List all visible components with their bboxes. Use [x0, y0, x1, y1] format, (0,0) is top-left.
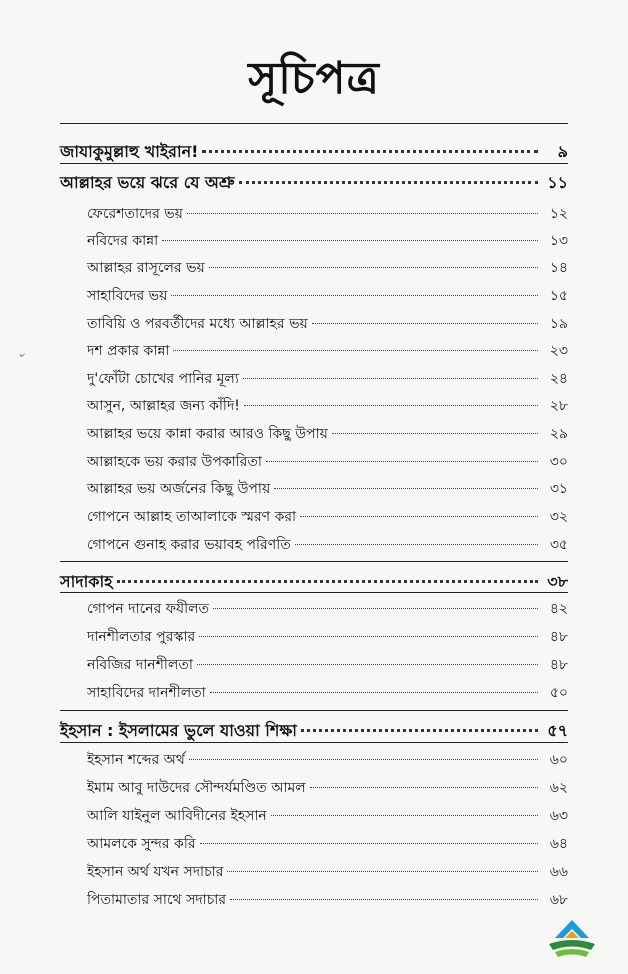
toc-label: আল্লাহকে ভয় করার উপকারিতা [87, 454, 262, 470]
toc-label: তাবিয়ি ও পরবর্তীদের মধ্যে আল্লাহর ভয় [87, 316, 308, 332]
toc-entry[interactable] [87, 284, 568, 308]
section-divider [60, 742, 568, 743]
leader-dots [209, 267, 538, 268]
toc-label: পিতামাতার সাথে সদাচার [87, 892, 227, 908]
section-divider [60, 710, 568, 711]
toc-page: ১২ [549, 206, 568, 222]
toc-entry[interactable] [87, 804, 568, 828]
toc-page: ১৩ [549, 233, 568, 249]
toc-entry[interactable] [87, 860, 568, 884]
toc-label: সাদাকাহ [60, 572, 113, 591]
toc-page: ২৩ [549, 343, 568, 359]
leader-dots [213, 608, 538, 609]
section-divider [60, 561, 568, 562]
toc-page: ৩২ [549, 509, 568, 525]
leader-dots [266, 461, 538, 462]
section-divider [60, 592, 568, 593]
publisher-logo [545, 918, 599, 962]
toc-page: ৬০ [549, 752, 568, 768]
toc-label: জাযাকুমুল্লাহু খাইরান! [60, 142, 199, 161]
leader-dots [332, 433, 538, 434]
leader-dots [202, 150, 538, 153]
leader-dots [171, 295, 538, 296]
leader-dots [239, 181, 538, 184]
toc-label: গোপনে গুনাহ করার ভয়াবহ পরিণতি [87, 537, 291, 553]
toc-page: ৬২ [549, 780, 568, 796]
leader-dots [199, 636, 538, 637]
leader-dots [274, 488, 538, 489]
toc-page: ৪৮ [549, 629, 568, 645]
leader-dots [197, 664, 538, 665]
toc-page: ৩৮ [547, 572, 568, 591]
toc-label: ইহসান অর্থ যখন সদাচার [87, 864, 224, 880]
toc-page: ৬৩ [549, 808, 568, 824]
toc-entry[interactable] [87, 653, 568, 677]
toc-label: গোপন দানের ফযীলত [87, 601, 210, 617]
toc-chapter[interactable] [60, 718, 568, 745]
leader-dots [301, 729, 538, 732]
toc-label: ইহসান শব্দের অর্থ [87, 752, 185, 768]
toc-entry[interactable] [87, 681, 568, 705]
leader-dots [200, 843, 538, 844]
leader-dots [187, 213, 538, 214]
page-title: সূচিপত্র [248, 53, 380, 104]
toc-entry[interactable] [87, 367, 568, 391]
toc-label: দশ প্রকার কান্না [87, 343, 170, 359]
toc-label: আল্লাহর ভয় অর্জনের কিছু উপায় [87, 481, 271, 497]
toc-entry[interactable] [87, 625, 568, 649]
toc-entry[interactable] [87, 748, 568, 772]
leader-dots [210, 692, 538, 693]
leader-dots [312, 323, 538, 324]
toc-entry[interactable] [87, 597, 568, 621]
toc-entry[interactable] [87, 422, 568, 446]
toc-label: সাহাবিদের দানশীলতা [87, 685, 206, 701]
leader-dots [243, 378, 538, 379]
toc-label: ফেরেশতাদের ভয় [87, 206, 183, 222]
section-divider [60, 123, 568, 124]
toc-entry[interactable] [87, 339, 568, 363]
toc-label: ইমাম আবু দাউদের সৌন্দর্যমণ্ডিত আমল [87, 780, 306, 796]
toc-entry[interactable] [87, 776, 568, 800]
toc-entry[interactable] [87, 505, 568, 529]
toc-entry[interactable] [87, 888, 568, 912]
toc-label: আল্লাহর ভয়ে ঝরে যে অশ্রু [60, 173, 235, 192]
toc-page: ১৪ [549, 260, 568, 276]
toc-page: ৩১ [549, 481, 568, 497]
leader-dots [271, 815, 538, 816]
toc-page: ৫৭ [547, 721, 568, 740]
leader-dots [295, 544, 538, 545]
toc-page: ১৯ [549, 316, 568, 332]
toc-chapter[interactable] [60, 139, 568, 166]
leader-dots [230, 899, 538, 900]
toc-label: নবিদের কান্না [87, 233, 159, 249]
toc-page: ২৪ [549, 371, 568, 387]
margin-mark: ৺ [18, 352, 25, 363]
toc-label: আমলকে সুন্দর করি [87, 836, 196, 852]
leader-dots [189, 759, 538, 760]
toc-page: ৩০ [549, 454, 568, 470]
toc-page: ৪৮ [549, 657, 568, 673]
toc-entry[interactable] [87, 256, 568, 280]
toc-page: ৪২ [549, 601, 568, 617]
toc-label: দানশীলতার পুরস্কার [87, 629, 196, 645]
toc-entry[interactable] [87, 450, 568, 474]
toc-page: ৬৬ [549, 864, 568, 880]
leader-dots [173, 350, 538, 351]
leader-dots [300, 516, 538, 517]
leader-dots [227, 871, 538, 872]
leader-dots [162, 240, 538, 241]
toc-entry[interactable] [87, 394, 568, 418]
toc-label: দু'ফোঁটা চোখের পানির মূল্য [87, 371, 239, 387]
toc-label: আলি যাইনুল আবিদীনের ইহসান [87, 808, 267, 824]
toc-entry[interactable] [87, 832, 568, 856]
toc-entry[interactable] [87, 202, 568, 226]
toc-label: আসুন, আল্লাহর জন্য কাঁদি! [87, 398, 240, 414]
toc-page: ২৯ [549, 426, 568, 442]
toc-page: ১১ [547, 173, 568, 192]
toc-label: সাহাবিদের ভয় [87, 288, 168, 304]
toc-entry[interactable] [87, 477, 568, 501]
toc-page: ১৫ [549, 288, 568, 304]
toc-label: ইহসান : ইসলামের ভুলে যাওয়া শিক্ষা [60, 721, 297, 740]
toc-label: আল্লাহর রাসূলের ভয় [87, 260, 205, 276]
toc-page: ২৮ [549, 398, 568, 414]
toc-page: ৩৫ [549, 537, 568, 553]
toc-label: আল্লাহর ভয়ে কান্না করার আরও কিছু উপায় [87, 426, 328, 442]
toc-label: নবিজির দানশীলতা [87, 657, 193, 673]
toc-entry[interactable] [87, 312, 568, 336]
toc-page: ৫০ [549, 685, 568, 701]
toc-chapter[interactable] [60, 170, 568, 197]
toc-page: ৬৪ [549, 836, 568, 852]
toc-page: ৬৮ [549, 892, 568, 908]
leader-dots [310, 787, 538, 788]
leader-dots [117, 580, 539, 583]
toc-entry[interactable] [87, 533, 568, 557]
toc-page: ৯ [557, 142, 568, 161]
section-divider [60, 163, 568, 164]
toc-entry[interactable] [87, 229, 568, 253]
leader-dots [244, 405, 538, 406]
toc-label: গোপনে আল্লাহ তাআলাকে স্মরণ করা [87, 509, 297, 525]
